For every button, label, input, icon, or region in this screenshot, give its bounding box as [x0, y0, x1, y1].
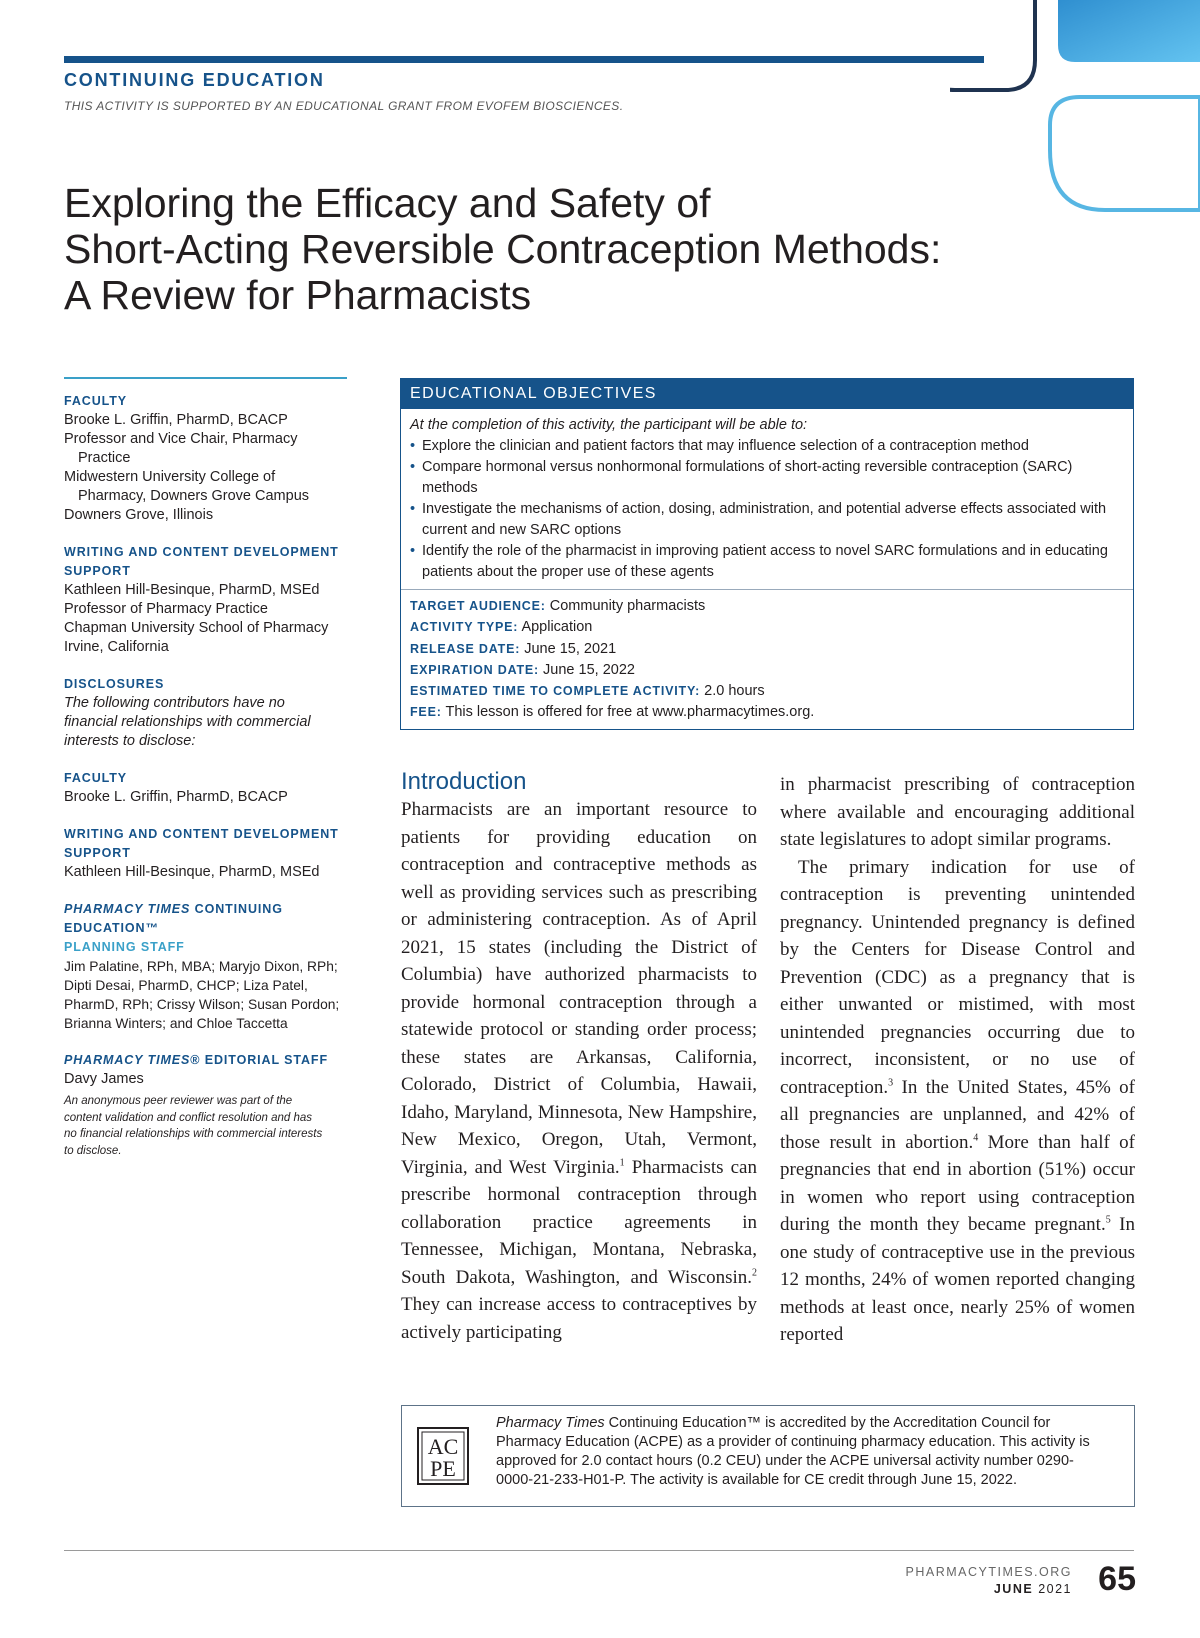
faculty-heading: FACULTY	[64, 394, 128, 408]
paragraph: The primary indication for use of contraception is preventing unintended pregnancy. Unintended pregnancy is defined by the Centers for Disease Control and Prevention (CDC) as a pregnancy that is either unwanted or mistimed, with most unintended pregnancies occurring due to incorrect, inconsistent, or no use of contraception.$^3$ In the United States, 45% of all pregnancies are unplanned, and 42% of those result in abortion.$^4$ More than half of pregnancies that end in abortion (51%) occur in women who report using contraception during the month they became pregnant.$^5$ In one study of contraceptive use in the previous 12 months, 24% of women reported changing methods at least once, nearly 25% of women reported	[780, 856, 1136, 1345]
disclosure-line: The following contributors have no	[64, 695, 285, 711]
article-column-2	[780, 771, 1135, 1349]
planning-subheading: PLANNING STAFF	[64, 940, 185, 954]
writing-line: Chapman University School of Pharmacy	[64, 620, 329, 636]
writing-line: Professor of Pharmacy Practice	[64, 601, 268, 617]
article-title	[64, 180, 1104, 318]
paragraph: in pharmacist prescribing of contraception where available and encouraging additional state legislatures to adopt similar programs.	[780, 774, 1135, 850]
svg-text:PE: PE	[430, 1456, 456, 1481]
accreditation-text: Pharmacy Times Continuing Education™ is accredited by the Accreditation Council for Pharmacy Education (ACPE) as a provider of continuing pharmacy education. This activity is approved for 2.0 contact hours (0.2 CEU) under the ACPE universal activity number 0290-0000-21-233-H01-P. The activity is available for CE credit through June 15, 2022.	[496, 1415, 1090, 1488]
planning-line: PharmD, RPh; Crissy Wilson; Susan Pordon;	[64, 997, 340, 1012]
objectives-heading: EDUCATIONAL OBJECTIVES	[401, 379, 1133, 409]
objective-item: • Compare hormonal versus nonhormonal formulations of short-acting reversible contraception (SARC) methods	[410, 457, 1124, 499]
faculty-line: Downers Grove, Illinois	[64, 507, 214, 523]
planning-heading: PHARMACY TIMES CONTINUING EDUCATION™	[64, 902, 283, 935]
footer-date: JUNE 2021	[993, 1582, 1072, 1596]
faculty-line: Brooke L. Griffin, PharmD, BCACP	[64, 412, 288, 428]
disclosures-heading: DISCLOSURES	[64, 677, 165, 691]
title-line: Short-Acting Reversible Contraception Methods:	[64, 226, 942, 272]
planning-line: Jim Palatine, RPh, MBA; Maryjo Dixon, RPh;	[64, 959, 338, 974]
faculty-line: Pharmacy, Downers Grove Campus	[78, 488, 310, 504]
faculty-line: Professor and Vice Chair, Pharmacy	[64, 431, 298, 447]
navy-outline-shape	[950, 0, 1035, 90]
svg-text:AC: AC	[427, 1434, 459, 1459]
objective-item: • Investigate the mechanisms of action, dosing, administration, and potential adverse effects associated with current and new SARC options	[410, 499, 1124, 541]
writing2-heading: WRITING AND CONTENT DEVELOPMENT SUPPORT	[64, 827, 339, 860]
meta-row: ESTIMATED TIME TO COMPLETE ACTIVITY: 2.0 hours	[410, 683, 765, 700]
meta-row: RELEASE DATE: June 15, 2021	[410, 640, 617, 657]
blue-filled-shape	[1058, 0, 1200, 62]
acpe-logo	[416, 1426, 478, 1488]
paragraph: Pharmacists are an important resource to patients for providing education on contraception and contraceptive methods as well as providing services such as prescribing or administering contraception. As of April 2021, 15 states (including the District of Columbia) have authorized pharmacists to provide hormonal contraception through a statewide protocol or standing order process; these states are Arkansas, California, Colorado, District of Columbia, Hawaii, Idaho, Maryland, Minnesota, New Hampshire, New Mexico, Oregon, Utah, Vermont, Virginia, and West Virginia.$^1$ Pharmacists can prescribe hormonal contraception through collaboration practice agreements in Tennessee, Michigan, Montana, Nebraska, South Dakota, Washington, and Wisconsin.$^2$ They can increase access to contraceptives by actively participating	[401, 799, 757, 1343]
sidebar-rule	[64, 377, 347, 379]
title-line: A Review for Pharmacists	[64, 272, 532, 318]
faculty2-heading: FACULTY	[64, 771, 128, 785]
grant-note: THIS ACTIVITY IS SUPPORTED BY AN EDUCATIONAL GRANT FROM EVOFEM BIOSCIENCES.	[64, 99, 624, 113]
meta-row: EXPIRATION DATE: June 15, 2022	[410, 661, 635, 678]
introduction-heading: Introduction	[401, 768, 527, 795]
page-number: 65	[1098, 1560, 1136, 1598]
accreditation-box	[401, 1405, 1135, 1507]
credits-sidebar	[64, 392, 374, 1159]
objectives-list	[410, 436, 1124, 583]
top-rule	[64, 56, 984, 63]
title-line: Exploring the Efficacy and Safety of	[64, 180, 711, 226]
meta-row: TARGET AUDIENCE: Community pharmacists	[410, 598, 706, 614]
faculty2-name: Brooke L. Griffin, PharmD, BCACP	[64, 789, 288, 805]
writing-line: Kathleen Hill-Besinque, PharmD, MSEd	[64, 582, 320, 598]
writing-heading: WRITING AND CONTENT DEVELOPMENT SUPPORT	[64, 545, 339, 578]
peer-review-note: An anonymous peer reviewer was part of the content validation and conflict resolution and has no financial relationships with commercial interests to disclose.	[64, 1095, 323, 1157]
faculty-line: Practice	[78, 450, 131, 466]
planning-line: Dipti Desai, PharmD, CHCP; Liza Patel,	[64, 978, 308, 993]
meta-row: ACTIVITY TYPE: Application	[410, 619, 593, 636]
disclosure-line: financial relationships with commercial	[64, 714, 311, 730]
activity-details	[401, 590, 1133, 724]
editorial-name: Davy James	[64, 1071, 144, 1087]
objective-item: • Explore the clinician and patient factors that may influence selection of a contraception method	[410, 436, 1124, 457]
article-column-1	[401, 768, 757, 1346]
objective-item: • Identify the role of the pharmacist in improving patient access to novel SARC formulations and in educating patients about the proper use of these agents	[410, 541, 1124, 583]
objectives-box	[400, 378, 1134, 730]
footer-site: PHARMACYTIMES.ORG	[905, 1565, 1072, 1579]
writing2-name: Kathleen Hill-Besinque, PharmD, MSEd	[64, 864, 320, 880]
meta-row: FEE: This lesson is offered for free at www.pharmacytimes.org.	[410, 704, 815, 721]
objectives-intro: At the completion of this activity, the participant will be able to:	[410, 417, 808, 433]
footer-rule	[64, 1550, 1134, 1551]
planning-line: Brianna Winters; and Chloe Taccetta	[64, 1016, 288, 1031]
section-label: CONTINUING EDUCATION	[64, 70, 325, 90]
editorial-heading: PHARMACY TIMES® EDITORIAL STAFF	[64, 1053, 328, 1067]
disclosure-line: interests to disclose:	[64, 733, 196, 749]
writing-line: Irvine, California	[64, 639, 169, 655]
faculty-line: Midwestern University College of	[64, 469, 276, 485]
